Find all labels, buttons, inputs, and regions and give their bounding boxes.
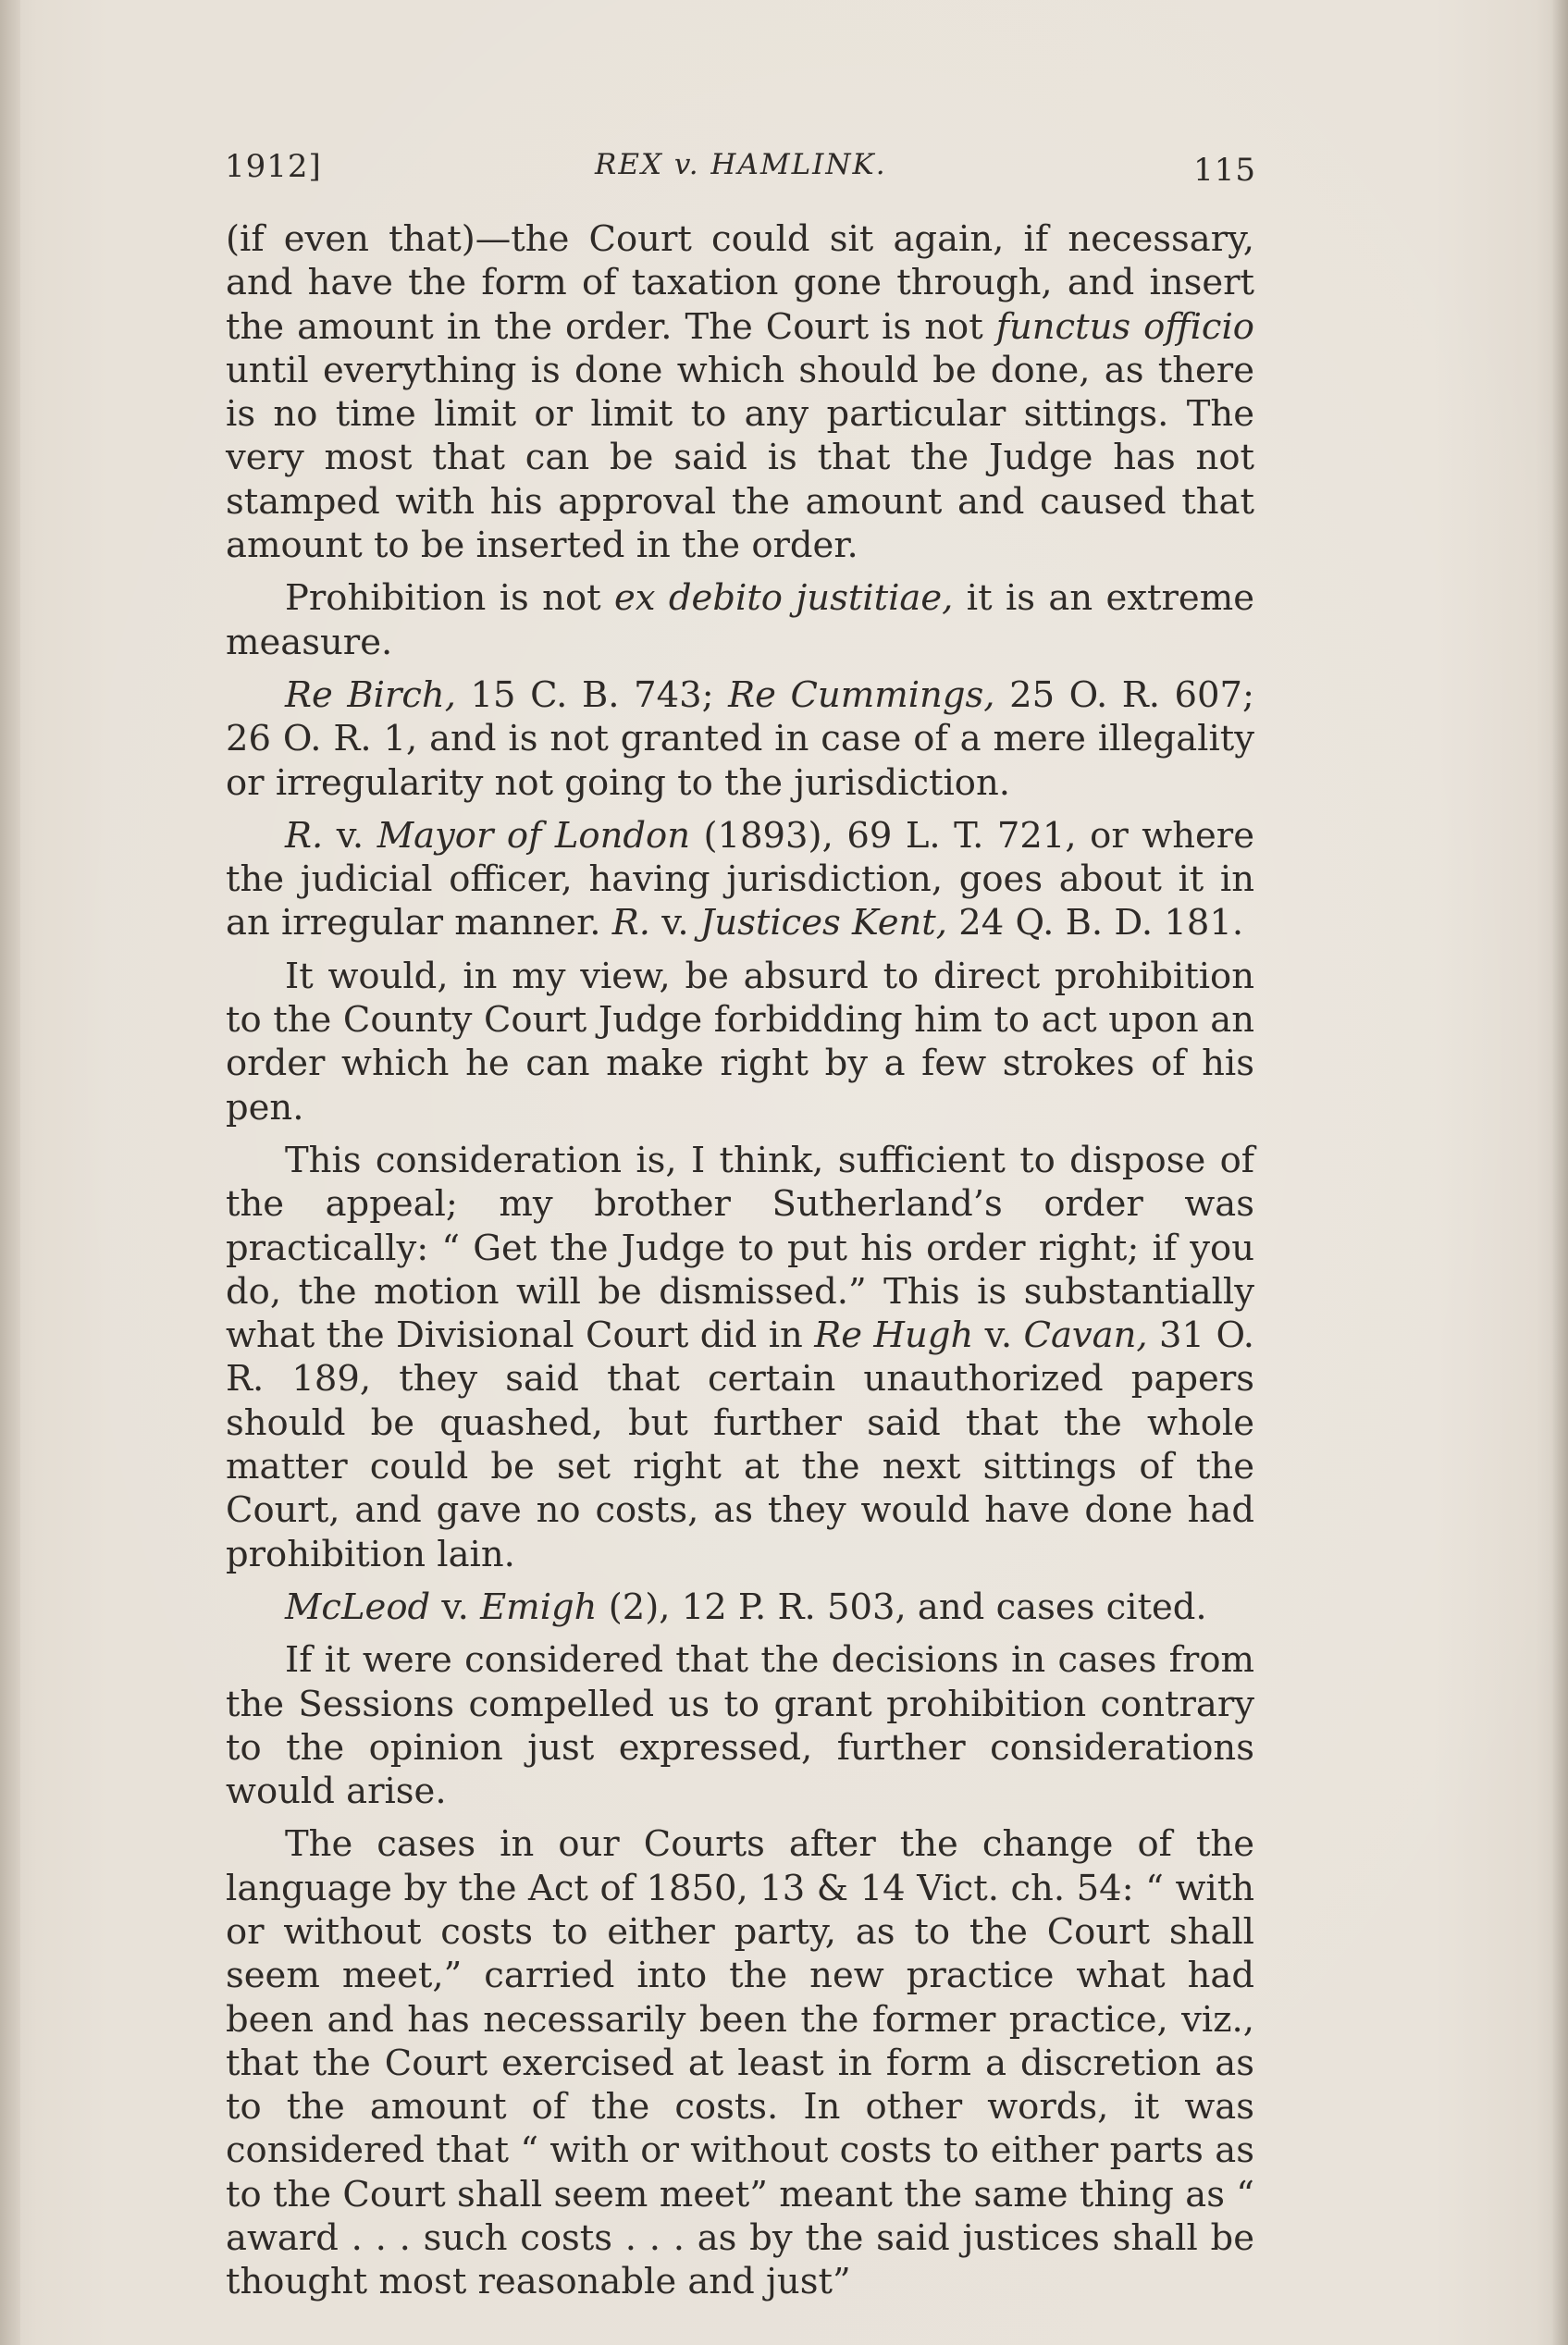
paragraph xyxy=(226,814,1254,945)
running-head xyxy=(225,148,1256,200)
italic-text: Mayor of London xyxy=(377,814,691,857)
text-run: v. xyxy=(430,1586,481,1628)
paragraph xyxy=(226,1139,1254,1576)
italic-text: R. xyxy=(611,902,650,944)
text-run: It would, in my view, be absurd to direct prohibition to the County Court Judge forbidding him to act upon an order which he can make right by a few strokes of his pen. xyxy=(226,955,1254,1129)
text-run: Prohibition is not xyxy=(285,577,615,620)
italic-text: McLeod xyxy=(285,1586,431,1628)
italic-text: R. xyxy=(285,814,324,857)
paragraph xyxy=(226,576,1254,664)
page-number: 115 xyxy=(1193,152,1256,189)
text-run: (1893), 69 L. T. 721, or where the judicial officer, having jurisdiction, goes about it in an irregular manner. xyxy=(226,814,1254,944)
italic-text: ex debito justitiae, xyxy=(614,577,954,620)
italic-text: Cavan, xyxy=(1023,1314,1148,1357)
text-run: until everything is done which should be done, as there is no time limit or limit to any particular sittings. The very most that can be said is that the Judge has not stamped with his approval the amount and caused that amount to be inserted in the order. xyxy=(226,349,1254,567)
header-year: 1912] xyxy=(225,148,322,185)
italic-text: Re Cummings, xyxy=(728,673,995,716)
paragraph xyxy=(226,217,1254,567)
text-run: 31 O. R. 189, they said that certain unauthorized papers should be quashed, but further said that the whole matter could be set right at the next sittings of the Court, and gave no costs, as they would have done had prohibition lain. xyxy=(226,1314,1254,1575)
text-run: v. xyxy=(973,1314,1024,1357)
text-run: it is an extreme measure. xyxy=(226,577,1254,663)
text-run: 15 C. B. 743; xyxy=(455,673,729,716)
text-run: v. xyxy=(649,902,700,944)
text-run: The cases in our Courts after the change of the language by the Act of 1850, 13 & 14 Vict. ch. 54: “ with or without costs to either party, as to the Court shall seem meet,” carried into the new practice what had been and has necessarily been the former practice, viz., that the Court exercised at least in form a discretion as to the amount of the costs. In other words, it was considered that “ with or without costs to either parts as to the Court shall seem meet” meant the same thing as “ award . . . such costs . . . as by the said justices shall be thought most reasonable and just” xyxy=(226,1823,1254,2303)
text-run: 24 Q. B. D. 181. xyxy=(947,902,1244,944)
body-text xyxy=(226,217,1254,2314)
page-edge-shadow xyxy=(1551,0,1568,2345)
text-run: If it were considered that the decisions in cases from the Sessions compelled us to grant prohibition contrary to the opinion just expressed, further considerations would arise. xyxy=(226,1639,1254,1813)
text-run: v. xyxy=(323,814,377,857)
text-run: (2), 12 P. R. 503, and cases cited. xyxy=(597,1586,1207,1628)
binding-edge xyxy=(0,0,20,2345)
text-run: 25 O. R. 607; 26 O. R. 1, and is not granted in case of a mere illegality or irregularity not going to the jurisdiction. xyxy=(226,673,1255,804)
italic-text: Re Hugh xyxy=(814,1314,974,1357)
paragraph xyxy=(226,955,1254,1129)
text-run: (if even that)—the Court could sit again, if necessary, and have the form of taxation gone through, and insert the amount in the order. The Court is not xyxy=(226,218,1254,348)
italic-text: Re Birch, xyxy=(285,673,456,716)
italic-text: Justices Kent, xyxy=(699,902,948,944)
italic-text: functus officio xyxy=(995,305,1254,348)
text-run: This consideration is, I think, sufficient to dispose of the appeal; my brother Sutherland’s order was practically: “ Get the Judge to put his order right; if you do, the motion will be dismissed.” This is substantially what the Divisional Court did in xyxy=(226,1139,1254,1357)
paragraph xyxy=(226,1638,1254,1813)
paragraph xyxy=(226,1586,1254,1629)
paragraph xyxy=(226,673,1254,805)
header-title: REX v. HAMLINK. xyxy=(595,148,887,181)
italic-text: Emigh xyxy=(480,1586,598,1628)
paragraph xyxy=(226,1822,1254,2303)
